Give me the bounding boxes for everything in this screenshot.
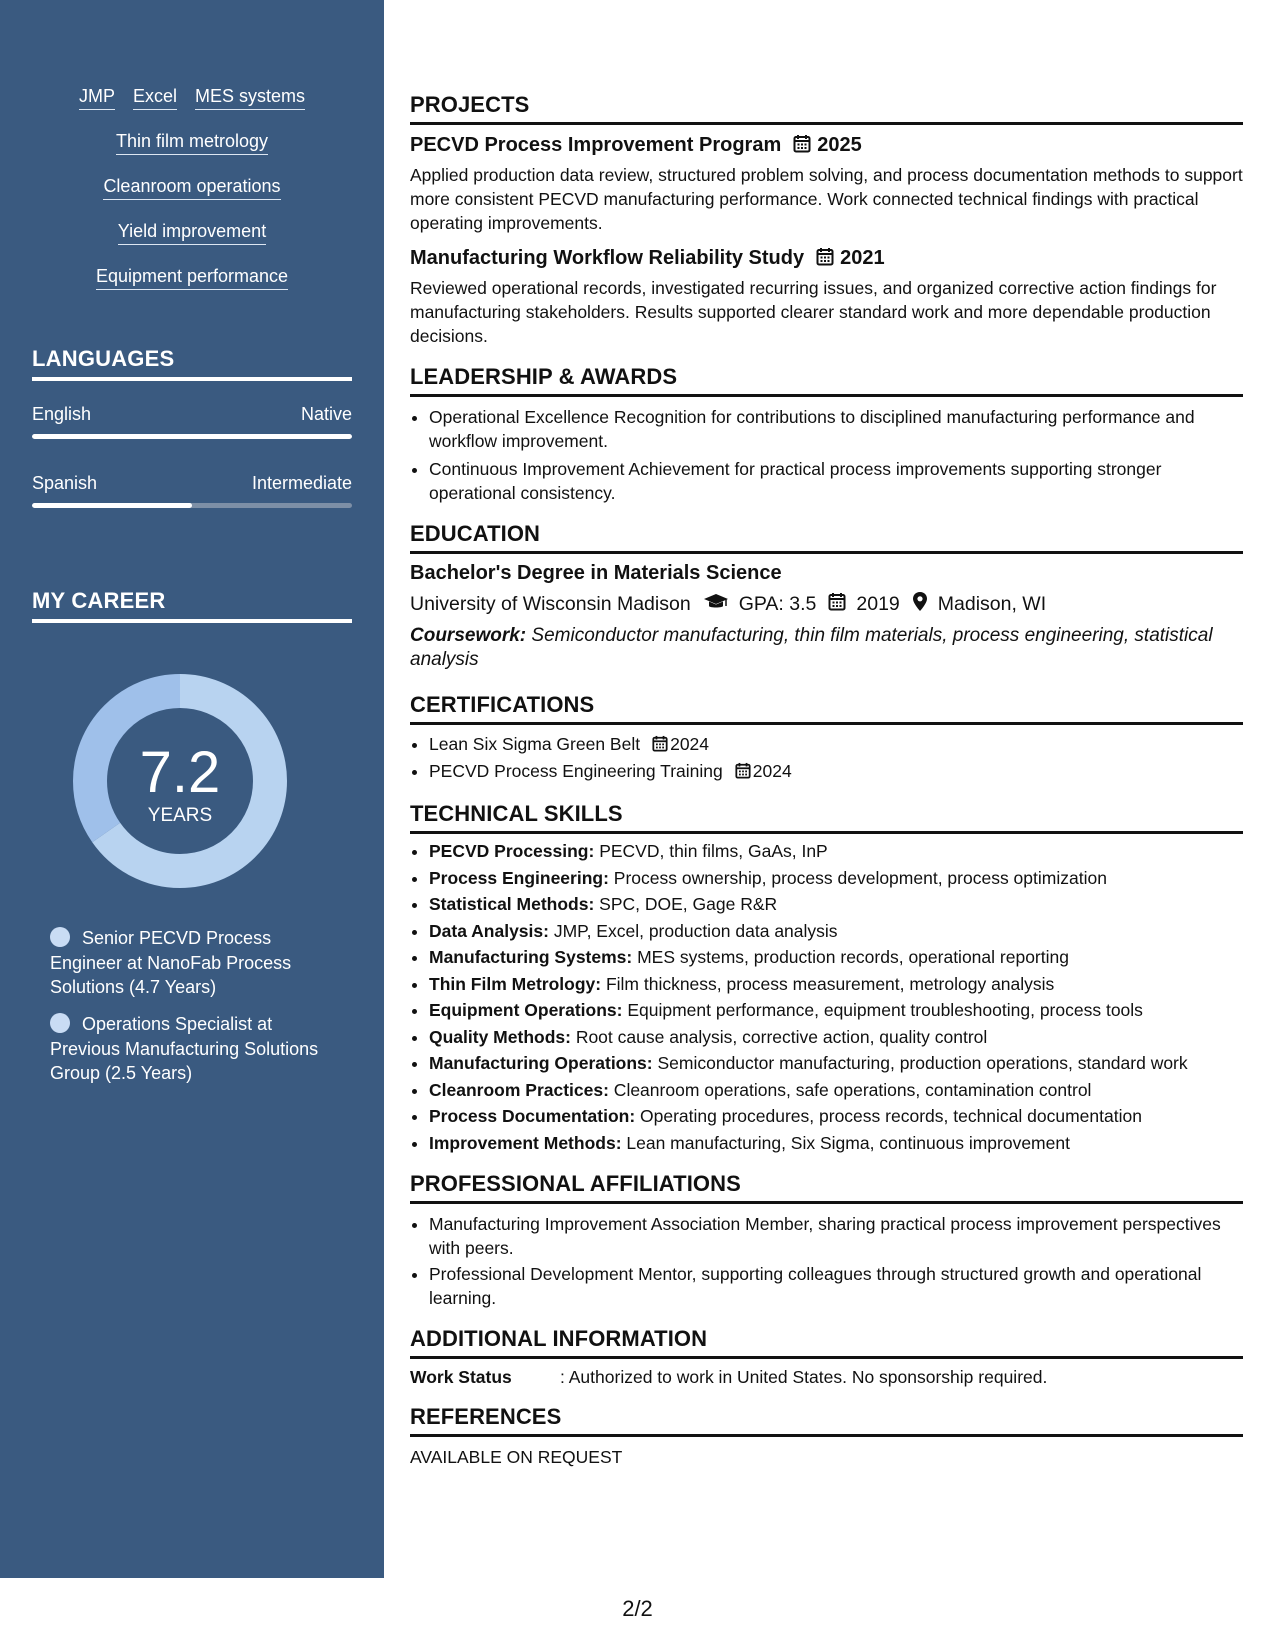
skill-tag: MES systems xyxy=(195,86,305,110)
list-item xyxy=(429,1052,1243,1076)
languages-heading: LANGUAGES xyxy=(32,346,352,381)
skill-tag: Cleanroom operations xyxy=(103,176,280,200)
skill-label: Manufacturing Systems: xyxy=(429,947,633,967)
section-title: ADDITIONAL INFORMATION xyxy=(410,1326,1243,1359)
skill-value: JMP, Excel, production data analysis xyxy=(548,920,838,941)
list-item xyxy=(429,973,1243,997)
project-title xyxy=(410,247,1243,272)
career-item xyxy=(50,1012,320,1086)
skill-label: Thin Film Metrology: xyxy=(429,973,602,994)
skills-row-2 xyxy=(0,131,384,155)
section-title: LEADERSHIP & AWARDS xyxy=(410,364,1243,397)
skill-label: Improvement Methods: xyxy=(429,1132,622,1153)
work-status-row xyxy=(410,1367,1243,1388)
list-item xyxy=(429,1026,1243,1050)
graduation-year: 2019 xyxy=(856,593,900,615)
language-bar-fill xyxy=(32,434,352,439)
skill-label: Statistical Methods: xyxy=(429,894,595,914)
project-name: Manufacturing Workflow Reliability Study xyxy=(410,247,805,269)
calendar-icon xyxy=(828,592,846,617)
career-donut-chart xyxy=(66,667,294,895)
skill-label: Cleanroom Practices: xyxy=(429,1079,609,1100)
project-title xyxy=(410,134,1243,159)
main-content xyxy=(410,92,1243,1468)
list-item: • Manufacturing Improvement Association Member, sharing practical process improvement perspectives with peers. xyxy=(429,1212,1243,1260)
skill-tag: Equipment performance xyxy=(96,266,288,290)
work-status-label: Work Status xyxy=(410,1367,512,1387)
coursework xyxy=(410,624,1243,672)
skills-row-4 xyxy=(0,221,384,245)
calendar-icon xyxy=(793,134,811,159)
skill-value: MES systems, production records, operational reporting xyxy=(632,947,1069,967)
coursework-label: Coursework: xyxy=(410,625,527,646)
career-total-unit: YEARS xyxy=(147,805,213,826)
section-title: CERTIFICATIONS xyxy=(410,692,1243,725)
skills-row-3 xyxy=(0,176,384,200)
certification-year: 2024 xyxy=(752,761,792,781)
references-section xyxy=(410,1404,1243,1468)
list-item xyxy=(429,1079,1243,1103)
list-item xyxy=(429,893,1243,917)
certification-name: Lean Six Sigma Green Belt xyxy=(429,734,641,754)
career-item xyxy=(50,926,320,1000)
career-total-value: 7.2 xyxy=(139,740,221,805)
skill-label: Data Analysis: xyxy=(429,920,549,941)
skill-value: Equipment performance, equipment troubleshooting, process tools xyxy=(622,1000,1143,1020)
coursework-text: Semiconductor manufacturing, thin film materials, process engineering, statistical analysis xyxy=(410,625,1213,670)
language-bar-fill xyxy=(32,503,192,508)
leadership-list xyxy=(410,405,1243,505)
sidebar xyxy=(0,0,384,1578)
skill-tag: Thin film metrology xyxy=(116,131,268,155)
skill-tag: Yield improvement xyxy=(118,221,266,245)
language-row-english xyxy=(32,404,352,425)
education-details xyxy=(410,591,1243,618)
project-description: Applied production data review, structured problem solving, and process documentation methods to support more consistent PECVD manufacturing performance. Work connected technical findings with practical operating improvements. xyxy=(410,165,1243,233)
list-item xyxy=(429,867,1243,891)
skill-value: Root cause analysis, corrective action, quality control xyxy=(570,1026,988,1047)
project-year: 2025 xyxy=(817,134,862,156)
education-section xyxy=(410,521,1243,672)
section-title: REFERENCES xyxy=(410,1404,1243,1437)
skill-value: Film thickness, process measurement, metrology analysis xyxy=(601,973,1055,994)
skill-value: Operating procedures, process records, technical documentation xyxy=(635,1106,1142,1126)
skill-label: PECVD Processing: xyxy=(429,841,595,861)
leadership-section xyxy=(410,364,1243,505)
skill-tag: JMP xyxy=(79,86,115,110)
career-item-text: Operations Specialist at Previous Manufacturing Solutions Group (2.5 Years) xyxy=(50,1014,319,1083)
language-bar-english xyxy=(32,434,352,439)
calendar-icon xyxy=(652,734,668,758)
list-item xyxy=(429,732,1243,758)
project-year: 2021 xyxy=(840,247,885,269)
technical-skills-list xyxy=(410,840,1243,1155)
list-item xyxy=(429,946,1243,970)
list-item xyxy=(429,920,1243,944)
skills-row-1 xyxy=(0,86,384,110)
certification-name: PECVD Process Engineering Training xyxy=(429,761,723,781)
career-heading: MY CAREER xyxy=(32,588,352,623)
section-title: PROFESSIONAL AFFILIATIONS xyxy=(410,1171,1243,1204)
list-item: • Continuous Improvement Achievement for practical process improvements supporting stronger operational consistency. xyxy=(429,457,1243,505)
skill-value: Lean manufacturing, Six Sigma, continuous improvement xyxy=(621,1132,1070,1153)
skill-value: PECVD, thin films, GaAs, InP xyxy=(594,841,828,861)
list-item: • Professional Development Mentor, supporting colleagues through structured growth and operational learning. xyxy=(429,1262,1243,1310)
section-title: EDUCATION xyxy=(410,521,1243,554)
page-number: 2/2 xyxy=(622,1596,653,1621)
certifications-section xyxy=(410,692,1243,785)
skill-tag: Excel xyxy=(133,86,177,110)
skill-value: Semiconductor manufacturing, production operations, standard work xyxy=(652,1053,1188,1073)
language-row-spanish xyxy=(32,473,352,494)
skill-label: Process Engineering: xyxy=(429,867,609,888)
calendar-icon xyxy=(735,761,751,785)
technical-skills-section xyxy=(410,801,1243,1155)
list-item: • Operational Excellence Recognition for contributions to disciplined manufacturing performance and workflow improvement. xyxy=(429,405,1243,453)
section-title: TECHNICAL SKILLS xyxy=(410,801,1243,834)
location-pin-icon xyxy=(912,591,928,618)
language-name: Spanish xyxy=(32,473,98,493)
language-level: Native xyxy=(300,404,352,424)
certifications-list xyxy=(410,732,1243,785)
projects-section xyxy=(410,92,1243,348)
language-level: Intermediate xyxy=(251,473,352,493)
list-item xyxy=(429,1132,1243,1156)
skill-value: Cleanroom operations, safe operations, contamination control xyxy=(608,1079,1092,1100)
language-name: English xyxy=(32,404,92,424)
project-description: Reviewed operational records, investigated recurring issues, and organized corrective action findings for manufacturing stakeholders. Results supported clearer standard work and more dependable production decisions. xyxy=(410,278,1217,346)
references-text: AVAILABLE ON REQUEST xyxy=(410,1447,623,1467)
additional-info-section xyxy=(410,1326,1243,1388)
section-title: PROJECTS xyxy=(410,92,1243,125)
career-item-text: Senior PECVD Process Engineer at NanoFab Process Solutions (4.7 Years) xyxy=(50,928,292,997)
language-bar-spanish xyxy=(32,503,352,508)
location: Madison, WI xyxy=(937,593,1047,615)
bullet-dot-icon xyxy=(50,927,70,947)
skill-label: Equipment Operations: xyxy=(429,1000,623,1020)
skill-value: Process ownership, process development, process optimization xyxy=(608,867,1107,888)
list-item xyxy=(429,1105,1243,1129)
skills-row-5 xyxy=(0,266,384,290)
certification-year: 2024 xyxy=(670,734,710,754)
work-status-value: : Authorized to work in United States. No sponsorship required. xyxy=(560,1367,1048,1387)
skill-label: Process Documentation: xyxy=(429,1106,636,1126)
affiliations-list xyxy=(410,1212,1243,1310)
affiliations-section xyxy=(410,1171,1243,1310)
bullet-dot-icon xyxy=(50,1013,70,1033)
list-item xyxy=(429,840,1243,864)
skill-label: Quality Methods: xyxy=(429,1026,571,1047)
degree-title: Bachelor's Degree in Materials Science xyxy=(410,562,782,584)
skill-label: Manufacturing Operations: xyxy=(429,1053,653,1073)
skill-value: SPC, DOE, Gage R&R xyxy=(594,894,778,914)
list-item xyxy=(429,999,1243,1023)
graduation-cap-icon xyxy=(703,593,729,617)
gpa: GPA: 3.5 xyxy=(738,593,817,615)
calendar-icon xyxy=(816,247,834,272)
list-item xyxy=(429,759,1243,785)
school-name: University of Wisconsin Madison xyxy=(410,593,691,615)
skills-list xyxy=(0,86,384,110)
project-name: PECVD Process Improvement Program xyxy=(410,134,782,156)
